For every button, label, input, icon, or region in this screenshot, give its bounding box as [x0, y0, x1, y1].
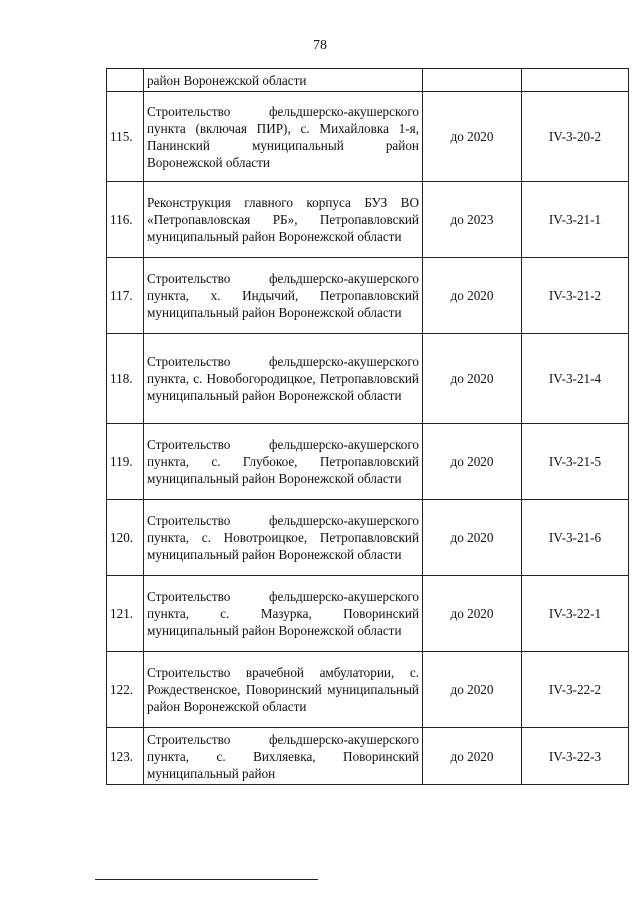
row-number: 123. [107, 728, 144, 785]
row-deadline: до 2023 [423, 182, 522, 258]
row-number: 120. [107, 500, 144, 576]
table-row [107, 576, 629, 652]
row-code: IV-3-21-6 [522, 500, 629, 576]
row-code: IV-3-21-1 [522, 182, 629, 258]
projects-table [106, 68, 629, 785]
row-code: IV-3-22-1 [522, 576, 629, 652]
row-code: IV-3-21-5 [522, 424, 629, 500]
row-number: 119. [107, 424, 144, 500]
table-row [107, 500, 629, 576]
table-row [107, 424, 629, 500]
row-deadline [423, 69, 522, 92]
row-code: IV-3-22-2 [522, 652, 629, 728]
table-row [107, 652, 629, 728]
row-number: 121. [107, 576, 144, 652]
row-description: Строительство фельдшерско-акушерского пункта, с. Новотроицкое, Петропавловский муниципальный район Воронежской области [144, 500, 423, 576]
table-row [107, 258, 629, 334]
row-description: Строительство фельдшерско-акушерского пункта, с. Новобогородицкое, Петропавловский муниципальный район Воронежской области [144, 334, 423, 424]
table-row [107, 182, 629, 258]
footnote-separator-line [95, 879, 318, 880]
table-row [107, 92, 629, 182]
row-deadline: до 2020 [423, 258, 522, 334]
row-number: 116. [107, 182, 144, 258]
table-row [107, 69, 629, 92]
table-row [107, 334, 629, 424]
row-deadline: до 2020 [423, 652, 522, 728]
row-code: IV-3-21-2 [522, 258, 629, 334]
row-code [522, 69, 629, 92]
row-deadline: до 2020 [423, 500, 522, 576]
row-number: 117. [107, 258, 144, 334]
row-description: Строительство врачебной амбулатории, с. Рождественское, Поворинский муниципальный район Воронежской области [144, 652, 423, 728]
row-description: Строительство фельдшерско-акушерского пункта (включая ПИР), с. Михайловка 1-я, Панинский муниципальный район Воронежской области [144, 92, 423, 182]
row-description: район Воронежской области [144, 69, 423, 92]
row-description: Строительство фельдшерско-акушерского пункта, с. Глубокое, Петропавловский муниципальный район Воронежской области [144, 424, 423, 500]
row-deadline: до 2020 [423, 728, 522, 785]
row-deadline: до 2020 [423, 334, 522, 424]
row-deadline: до 2020 [423, 424, 522, 500]
row-description: Строительство фельдшерско-акушерского пункта, с. Вихляевка, Поворинский муниципальный район [144, 728, 423, 785]
row-description: Строительство фельдшерско-акушерского пункта, с. Мазурка, Поворинский муниципальный район Воронежской области [144, 576, 423, 652]
row-number: 118. [107, 334, 144, 424]
row-code: IV-3-22-3 [522, 728, 629, 785]
row-description: Строительство фельдшерско-акушерского пункта, х. Индычий, Петропавловский муниципальный район Воронежской области [144, 258, 423, 334]
row-number: 115. [107, 92, 144, 182]
row-deadline: до 2020 [423, 92, 522, 182]
row-number: 122. [107, 652, 144, 728]
row-code: IV-3-20-2 [522, 92, 629, 182]
row-code: IV-3-21-4 [522, 334, 629, 424]
row-deadline: до 2020 [423, 576, 522, 652]
row-description: Реконструкция главного корпуса БУЗ ВО «Петропавловская РБ», Петропавловский муниципальный район Воронежской области [144, 182, 423, 258]
page-number: 78 [313, 38, 327, 53]
table-row [107, 728, 629, 785]
row-number [107, 69, 144, 92]
